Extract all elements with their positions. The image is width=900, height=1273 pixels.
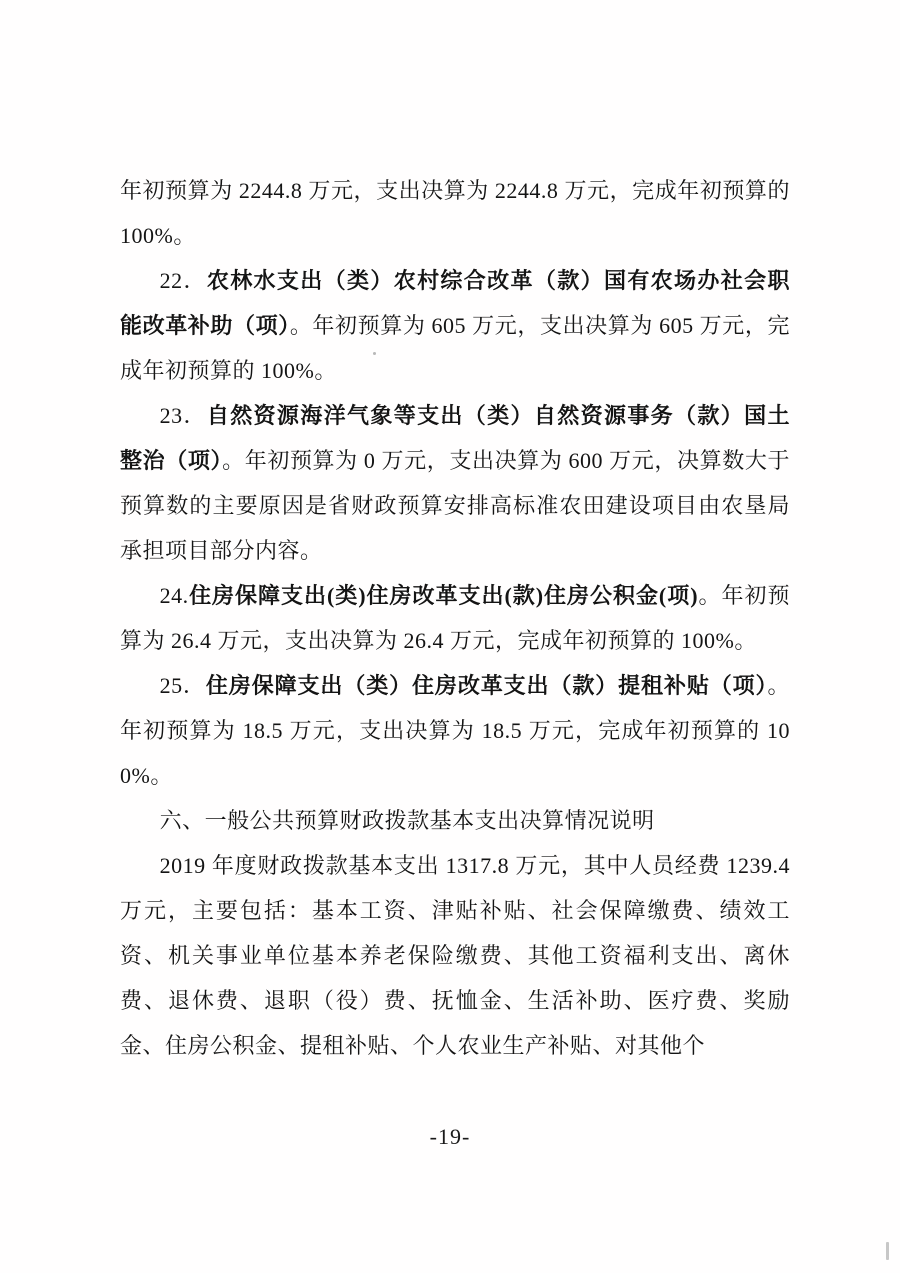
page-number: -19- (429, 1124, 471, 1149)
item-22-number: 22． (159, 268, 207, 293)
item-23-number: 23． (159, 403, 207, 428)
paragraph-basic-expenditure: 2019 年度财政拨款基本支出 1317.8 万元，其中人员经费 1239.4 万元，主要包括：基本工资、津贴补贴、社会保障缴费、绩效工资、机关事业单位基本养老保险缴费、其他工资福利支出、离休费、退休费、退职（役）费、抚恤金、生活补助、医疗费、奖励金、住房公积金、提租补贴、个人农业生产补贴、对其他个 (120, 853, 790, 1058)
item-24-number: 24. (159, 583, 189, 608)
item-25-heading: 住房保障支出（类）住房改革支出（款）提租补贴（项） (205, 673, 768, 698)
paragraph-item-24 (120, 573, 790, 663)
item-24-heading: 住房保障支出(类)住房改革支出(款)住房公积金(项) (188, 583, 699, 608)
item-25-body: 。年初预算为 18.5 万元，支出决算为 18.5 万元，完成年初预算的 100%。 (120, 673, 790, 788)
paragraph-item-23 (120, 393, 790, 573)
paragraph-continuation: 年初预算为 2244.8 万元，支出决算为 2244.8 万元，完成年初预算的 100%。 (120, 178, 790, 248)
item-25-number: 25． (159, 673, 206, 698)
item-24-body: 。年初预算为 26.4 万元，支出决算为 26.4 万元，完成年初预算的 100%。 (120, 583, 790, 653)
item-22-body: 。年初预算为 605 万元，支出决算为 605 万元，完成年初预算的 100%。 (120, 313, 790, 383)
item-23-body: 。年初预算为 0 万元，支出决算为 600 万元，决算数大于预算数的主要原因是省财政预算安排高标准农田建设项目由农垦局承担项目部分内容。 (120, 448, 790, 563)
scan-speck-artifact (373, 352, 376, 355)
item-22-heading: 农林水支出（类）农村综合改革（款）国有农场办社会职能改革补助（项） (120, 268, 790, 338)
section-6-heading: 六、一般公共预算财政拨款基本支出决算情况说明 (159, 808, 655, 833)
scan-edge-artifact (886, 1242, 889, 1260)
item-23-heading: 自然资源海洋气象等支出（类）自然资源事务（款）国土整治（项） (120, 403, 790, 473)
paragraph-item-22 (120, 258, 790, 393)
document-body (120, 168, 790, 1068)
paragraph-item-25 (120, 663, 790, 798)
